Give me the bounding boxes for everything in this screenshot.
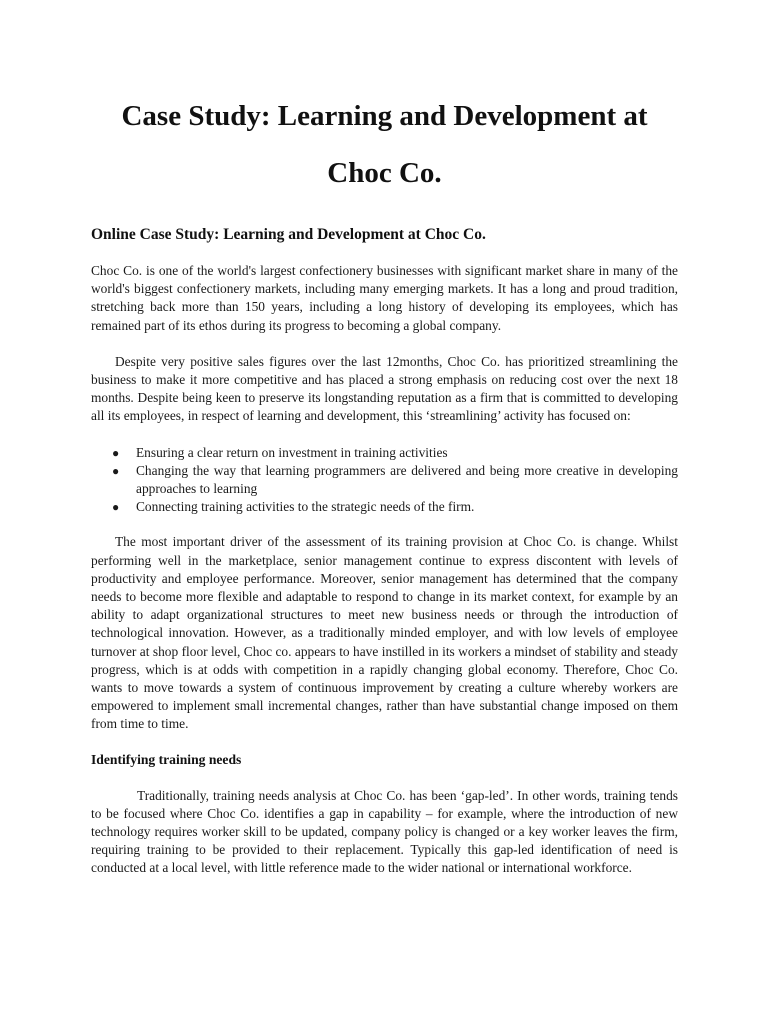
training-needs-paragraph: Traditionally, training needs analysis at Choc Co. has been ‘gap-led’. In other words, training tends to be focused where Choc Co. identifies a gap in capability – for example, where the introduction of new technology requires worker skill to be updated, company policy is changed or a key worker leaves the firm, requiring training to be provided to their replacement. Typically this gap-led identification of need is conducted at a local level, with little reference made to the wider national or international workforce. (91, 787, 678, 876)
document-subtitle: Online Case Study: Learning and Development at Choc Co. (91, 226, 486, 243)
list-item-text: Connecting training activities to the strategic needs of the firm. (136, 499, 475, 515)
list-item (112, 444, 678, 462)
bullet-icon: ● (112, 445, 120, 460)
document-title: Case Study: Learning and Development at Choc Co. (121, 100, 648, 189)
bullet-icon: ● (112, 463, 120, 478)
list-item-text: Changing the way that learning programmers are delivered and being more creative in developing approaches to learning (136, 462, 678, 497)
bullet-icon: ● (112, 500, 120, 515)
focus-bullet-list (91, 444, 678, 517)
streamlining-paragraph: Despite very positive sales figures over the last 12months, Choc Co. has prioritized streamlining the business to make it more competitive and has placed a strong emphasis on reducing cost over the next 18 months. Despite being keen to preserve its longstanding reputation as a firm that is committed to developing all its employees, in respect of learning and development, this ‘streamlining’ activity has focused on: (91, 353, 678, 424)
change-driver-paragraph: The most important driver of the assessment of its training provision at Choc Co. is change. Whilst performing well in the marketplace, senior management continue to express discontent with levels of productivity and employee performance. Moreover, senior management has determined that the company needs to become more flexible and adaptable to respond to change in its market context, for example by an ability to adapt organizational structures to meet new business needs or through the introduction of technological innovation. However, as a traditionally minded employer, and with low levels of employee turnover at shop floor level, Choc co. appears to have instilled in its workers a mindset of stability and steady progress, which is at odds with competition in a rapidly changing global economy. Therefore, Choc Co. wants to move towards a system of continuous improvement by creating a culture whereby workers are empowered to implement small incremental changes, rather than have substantial change imposed on them from time to time. (91, 534, 678, 732)
list-item (112, 462, 678, 498)
section-heading: Identifying training needs (91, 751, 242, 767)
intro-paragraph: Choc Co. is one of the world's largest confectionery businesses with significant market share in many of the world's biggest confectionery markets, including many emerging markets. It has a long and proud tradition, stretching back more than 150 years, including a long history of developing its employees, which has remained part of its ethos during its progress to becoming a global company. (91, 263, 678, 333)
list-item (112, 498, 678, 516)
list-item-text: Ensuring a clear return on investment in training activities (136, 444, 448, 460)
